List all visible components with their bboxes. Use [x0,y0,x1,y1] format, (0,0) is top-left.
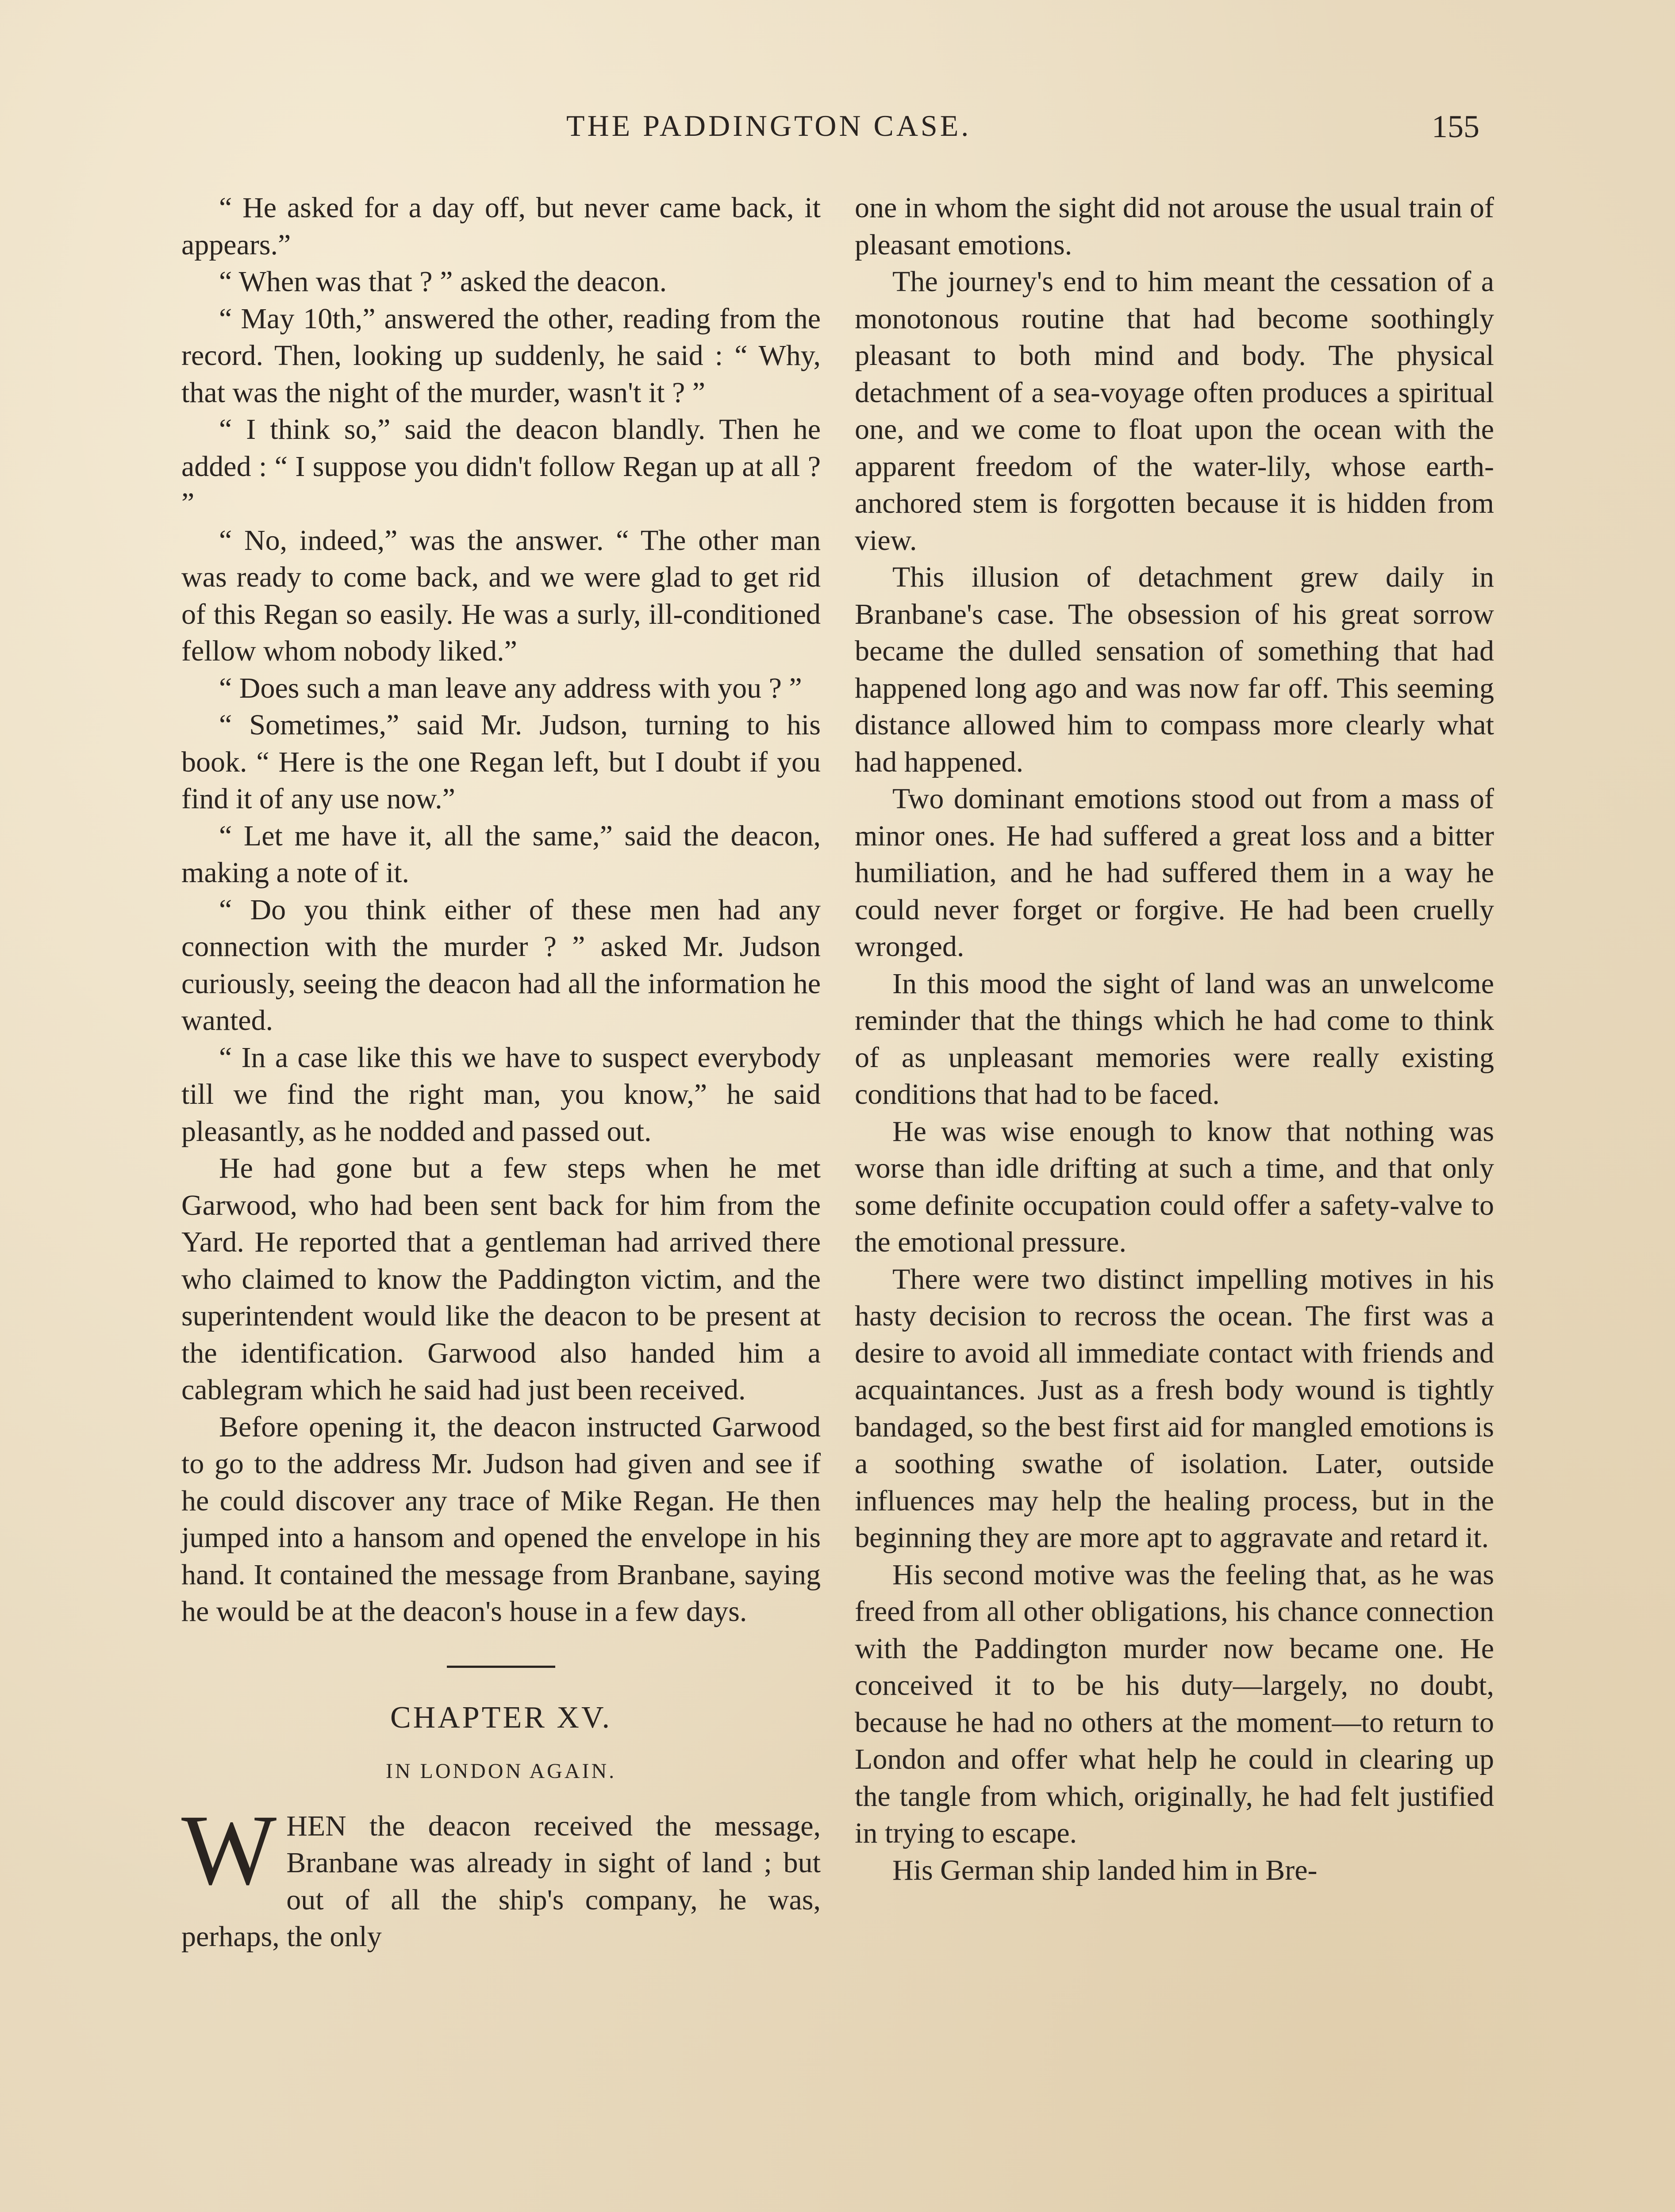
chapter-opening-text: HEN the deacon received the message, Branbane was already in sight of land ; but out of all the ship's company, he was, perhaps, the only [181,1809,821,1953]
paragraph: “ May 10th,” answered the other, reading from the record. Then, looking up suddenly, he said : “ Why, that was the night of the murder, wasn't it ? ” [181,302,821,409]
drop-cap: W [181,1794,277,1906]
paragraph: “ Sometimes,” said Mr. Judson, turning to his book. “ Here is the one Regan left, but I doubt if you find it of any use now.” [181,709,821,815]
paragraph: He was wise enough to know that nothing was worse than idle drifting at such a time, and that only some definite occupation could offer a safety-valve to the emotional pressure. [855,1115,1494,1258]
running-title: THE PADDINGTON CASE. [566,109,972,142]
right-column [855,189,1494,1889]
paragraph: There were two distinct impelling motives in his hasty decision to recross the ocean. The first was a desire to avoid all immediate contact with friends and acquaintances. Just as a fresh body wound is tightly bandaged, so the best first aid for mangled emotions is a soothing swathe of isolation. Later, outside influences may help the healing process, but in the beginning they are more apt to aggravate and retard it. [855,1263,1494,1554]
paragraph: Two dominant emotions stood out from a mass of minor ones. He had suffered a great loss and a bitter humiliation, and he had suffered them in a way he could never forget or forgive. He had been cruelly wronged. [855,783,1494,963]
page-number: 155 [1432,109,1479,144]
paragraph: “ Do you think either of these men had any connection with the murder ? ” asked Mr. Judson curiously, seeing the deacon had all the information he wanted. [181,893,821,1037]
paragraph: His German ship landed him in Bre- [892,1854,1318,1886]
paragraph: “ Does such a man leave any address with you ? ” [219,672,802,704]
paragraph: This illusion of detachment grew daily in Branbane's case. The obsession of his great sorrow became the dulled sensation of something that had happened long ago and was now far off. This seeming distance allowed him to compass more clearly what had happened. [855,561,1494,778]
paragraph: “ No, indeed,” was the answer. “ The other man was ready to come back, and we were glad to get rid of this Regan so easily. He was a surly, ill-conditioned fellow whom nobody liked.” [181,524,821,667]
paragraph-continuation: one in whom the sight did not arouse the usual train of pleasant emotions. [855,192,1494,261]
paragraph: In this mood the sight of land was an unwelcome reminder that the things which he had come to think of as unpleasant memories were really existing conditions that had to be faced. [855,967,1494,1110]
paragraph: “ In a case like this we have to suspect everybody till we find the right man, you know,” he said pleasantly, as he nodded and passed out. [181,1041,821,1148]
paragraph: He had gone but a few steps when he met Garwood, who had been sent back for him from the Yard. He reported that a gentleman had arrived there who claimed to know the Paddington victim, and the superintendent would like the deacon to be present at the identification. Garwood also handed him a cablegram which he said had just been received. [181,1152,821,1406]
chapter-title: CHAPTER XV. [390,1700,612,1735]
chapter-subtitle: IN LONDON AGAIN. [385,1759,617,1783]
paragraph: “ He asked for a day off, but never came back, it appears.” [181,192,821,261]
paragraph: His second motive was the feeling that, as he was freed from all other obligations, his chance connection with the Paddington murder now became one. He conceived it to be his duty—largely, no doubt, because he had no others at the moment—to return to London and offer what help he could in clearing up the tangle from which, originally, he had felt justified in trying to escape. [855,1558,1494,1849]
paragraph: “ Let me have it, all the same,” said the deacon, making a note of it. [181,819,821,889]
chapter-opening-paragraph [181,1794,821,1955]
paragraph: “ When was that ? ” asked the deacon. [219,265,667,298]
paragraph: The journey's end to him meant the cessation of a monotonous routine that had become soothingly pleasant to both mind and body. The physical detachment of a sea-voyage often produces a spiritual one, and we come to float upon the ocean with the apparent freedom of the water-lily, whose earth-anchored stem is forgotten because it is hidden from view. [855,265,1494,557]
paragraph: “ I think so,” said the deacon blandly. Then he added : “ I suppose you didn't follow Regan up at all ? ” [181,413,821,519]
section-divider [447,1666,555,1668]
left-column [181,189,821,1955]
paragraph: Before opening it, the deacon instructed Garwood to go to the address Mr. Judson had given and see if he could discover any trace of Mike Regan. He then jumped into a hansom and opened the envelope in his hand. It contained the message from Branbane, saying he would be at the deacon's house in a few days. [181,1410,821,1628]
